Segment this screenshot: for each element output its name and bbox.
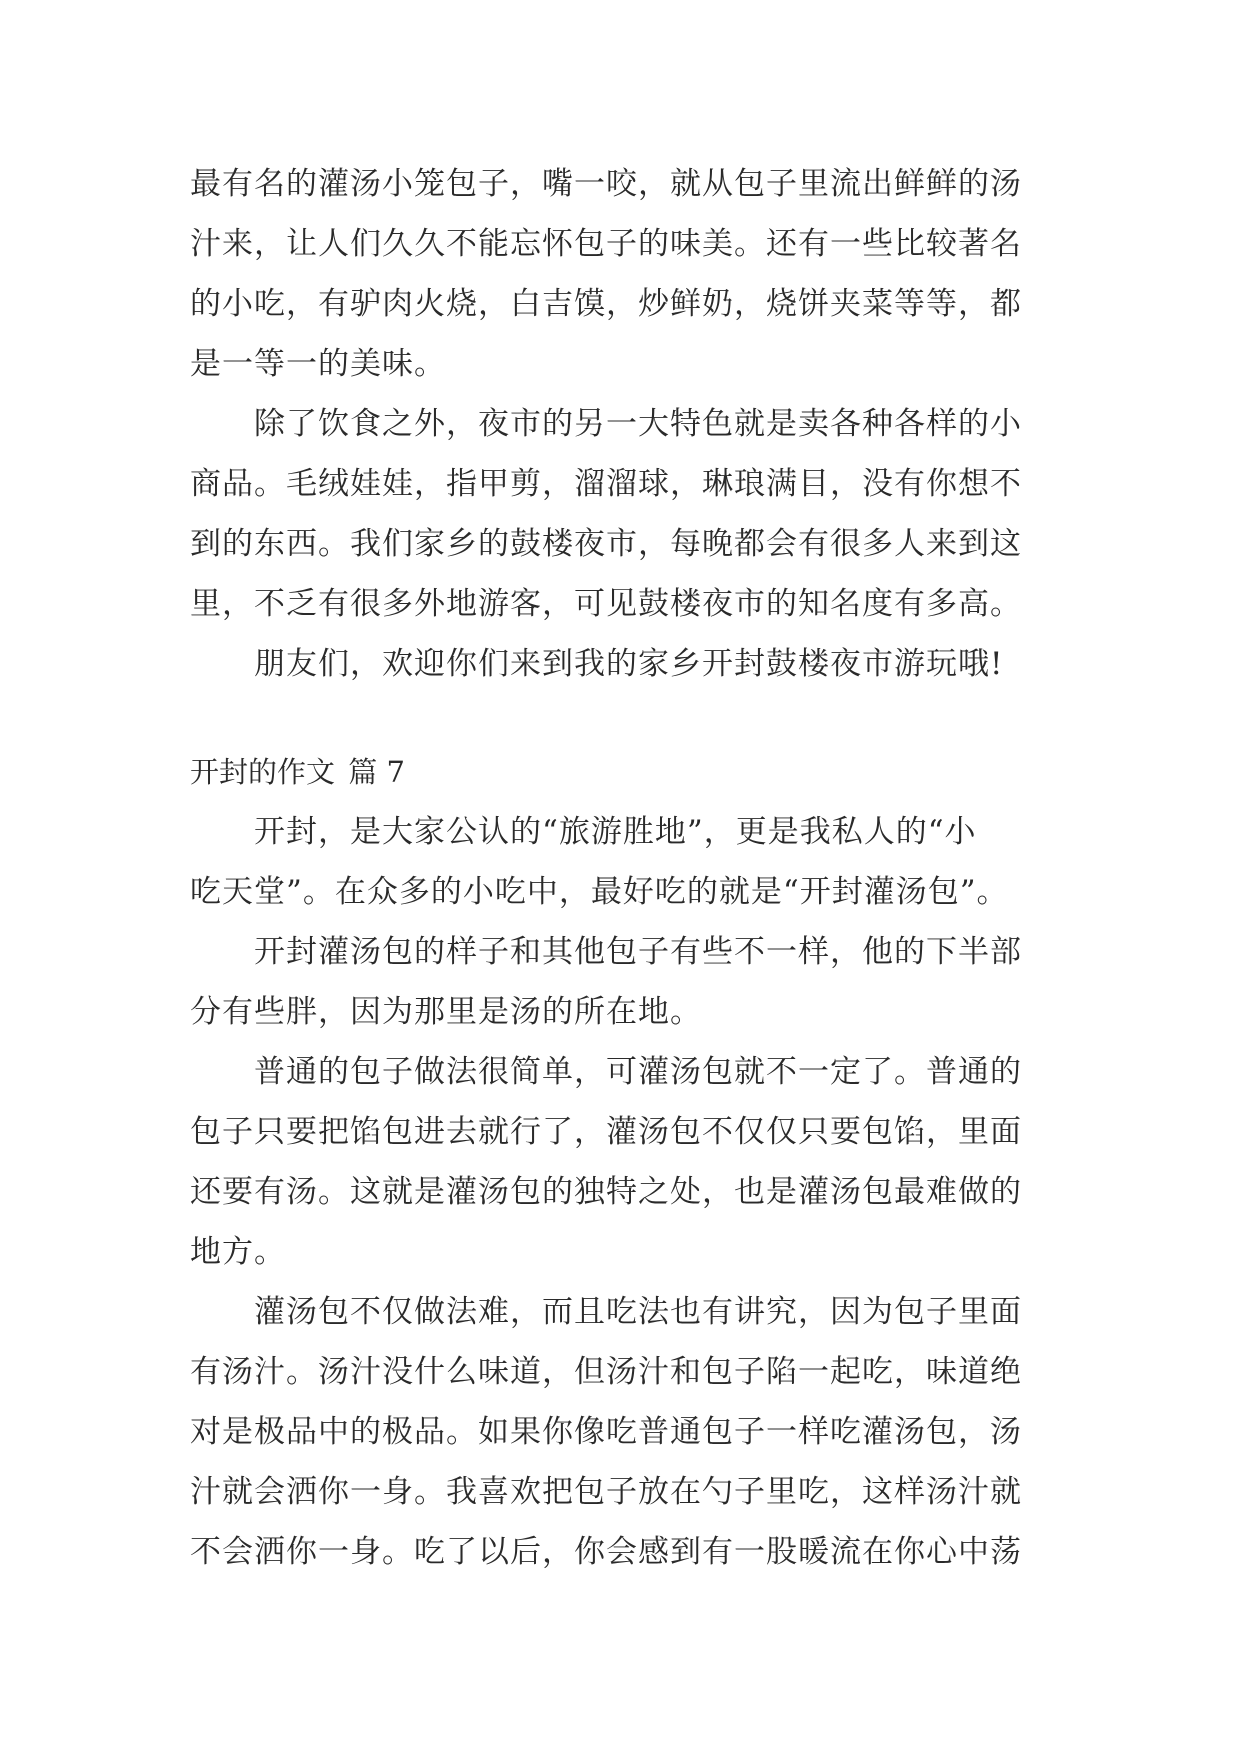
paragraph-line: 最有名的灌汤小笼包子，嘴一咬，就从包子里流出鲜鲜的汤: [190, 166, 1022, 202]
paragraph-line: 朋友们，欢迎你们来到我的家乡开封鼓楼夜市游玩哦!: [254, 646, 1004, 682]
heading-label: 篇 7: [348, 755, 405, 789]
paragraph-line: 到的东西。我们家乡的鼓楼夜市，每晚都会有很多人来到这: [190, 526, 1022, 562]
paragraph-line: 还要有汤。这就是灌汤包的独特之处，也是灌汤包最难做的: [190, 1174, 1022, 1210]
paragraph-line: 灌汤包不仅做法难，而且吃法也有讲究，因为包子里面: [254, 1294, 1022, 1330]
paragraph-line: 开封灌汤包的样子和其他包子有些不一样，他的下半部: [254, 934, 1022, 970]
paragraph-line: 分有些胖，因为那里是汤的所在地。: [190, 994, 702, 1030]
paragraph-line: 地方。: [190, 1234, 286, 1270]
paragraph-line: 有汤汁。汤汁没什么味道，但汤汁和包子陷一起吃，味道绝: [190, 1354, 1022, 1390]
paragraph-line: 吃天堂”。在众多的小吃中，最好吃的就是“开封灌汤包”。: [190, 874, 1009, 910]
paragraph-line: 里，不乏有很多外地游客，可见鼓楼夜市的知名度有多高。: [190, 586, 1022, 622]
heading-title: 开封的作文: [190, 755, 336, 789]
paragraph-line: 汁来，让人们久久不能忘怀包子的味美。还有一些比较著名: [190, 226, 1022, 262]
paragraph-line: 的小吃，有驴肉火烧，白吉馍，炒鲜奶，烧饼夹菜等等，都: [190, 286, 1022, 322]
paragraph-line: 是一等一的美味。: [190, 346, 446, 382]
paragraph-line: 汁就会洒你一身。我喜欢把包子放在勺子里吃，这样汤汁就: [190, 1474, 1022, 1510]
paragraph-line: 开封，是大家公认的“旅游胜地”，更是我私人的“小: [254, 814, 977, 850]
paragraph-line: 普通的包子做法很简单，可灌汤包就不一定了。普通的: [254, 1054, 1022, 1090]
paragraph-line: 除了饮食之外，夜市的另一大特色就是卖各种各样的小: [254, 406, 1022, 442]
paragraph-line: 对是极品中的极品。如果你像吃普通包子一样吃灌汤包，汤: [190, 1414, 1022, 1450]
paragraph-line: 商品。毛绒娃娃，指甲剪，溜溜球，琳琅满目，没有你想不: [190, 466, 1022, 502]
paragraph-line: 不会洒你一身。吃了以后，你会感到有一股暖流在你心中荡: [190, 1534, 1022, 1570]
paragraph-line: 包子只要把馅包进去就行了，灌汤包不仅仅只要包馅，里面: [190, 1114, 1022, 1150]
section-heading: [190, 752, 405, 792]
